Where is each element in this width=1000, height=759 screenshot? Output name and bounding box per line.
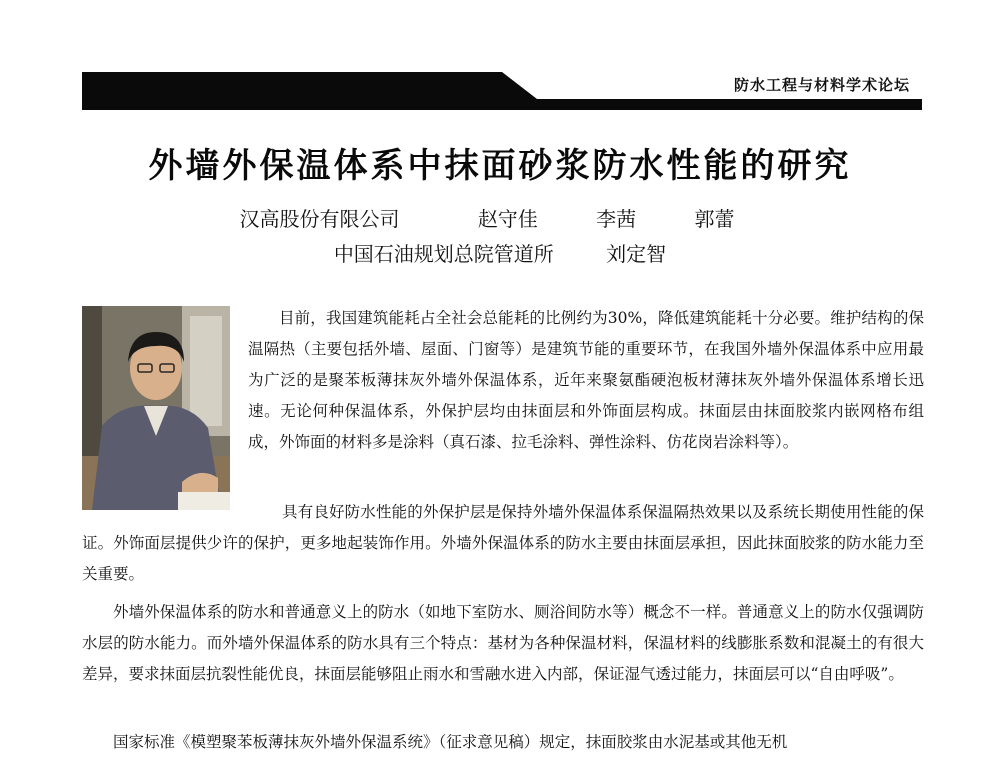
article-title: 外墙外保温体系中抹面砂浆防水性能的研究 — [148, 146, 852, 186]
author-photo — [82, 306, 230, 510]
body-paragraph: 目前，我国建筑能耗占全社会总能耗的比例约为30%，降低建筑能耗十分必要。维护结构的保温隔热（主要包括外墙、屋面、门窗等）是建筑节能的重要环节，在我国外墙外保温体系中应用最为广泛的是聚苯板薄抹灰外墙外保温体系，近年来聚氨酯硬泡板材薄抹灰外墙外保温体系增长迅速。无论何种保温体系，外保护层均由抹面层和外饰面层构成。抹面层由抹面胶浆内嵌网格布组成，外饰面的材料多是涂料（真石漆、拉毛涂料、弹性涂料、仿花岗岩涂料等）。 — [248, 309, 924, 451]
body-paragraph: 具有良好防水性能的外保护层是保持外墙外保温体系保温隔热效果以及系统长期使用性能的保证。外饰面层提供少许的保护，更多地起装饰作用。外墙外保温体系的防水主要由抹面层承担，因此抹面胶浆的防水能力至关重要。 — [82, 503, 924, 583]
body-paragraph: 外墙外保温体系的防水和普通意义上的防水（如地下室防水、厕浴间防水等）概念不一样。普通意义上的防水仅强调防水层的防水能力。而外墙外保温体系的防水具有三个特点：基材为各种保温材料，保温材料的线膨胀系数和混凝土的有很大差异，要求抹面层抗裂性能优良，抹面层能够阻止雨水和雪融水进入内部，保证湿气透过能力，抹面层可以“自由呼吸”。 — [82, 603, 924, 683]
author-name: 刘定智 — [606, 242, 667, 266]
author-line-2 — [0, 238, 1000, 267]
author-name: 赵守佳 — [477, 207, 538, 231]
author-name: 李茜 — [596, 207, 637, 231]
section-header-bar — [82, 72, 922, 112]
body-paragraph: 国家标准《模塑聚苯板薄抹灰外墙外保温系统》（征求意见稿）规定，抹面胶浆由水泥基或其他无机 — [113, 733, 788, 751]
author-photo-illustration — [82, 306, 230, 510]
section-label: 防水工程与材料学术论坛 — [733, 76, 910, 94]
author-affiliation-1: 汉高股份有限公司 — [239, 207, 400, 231]
author-line-1 — [0, 203, 1000, 232]
author-affiliation-2: 中国石油规划总院管道所 — [333, 242, 554, 266]
author-name: 郭蕾 — [694, 207, 735, 231]
